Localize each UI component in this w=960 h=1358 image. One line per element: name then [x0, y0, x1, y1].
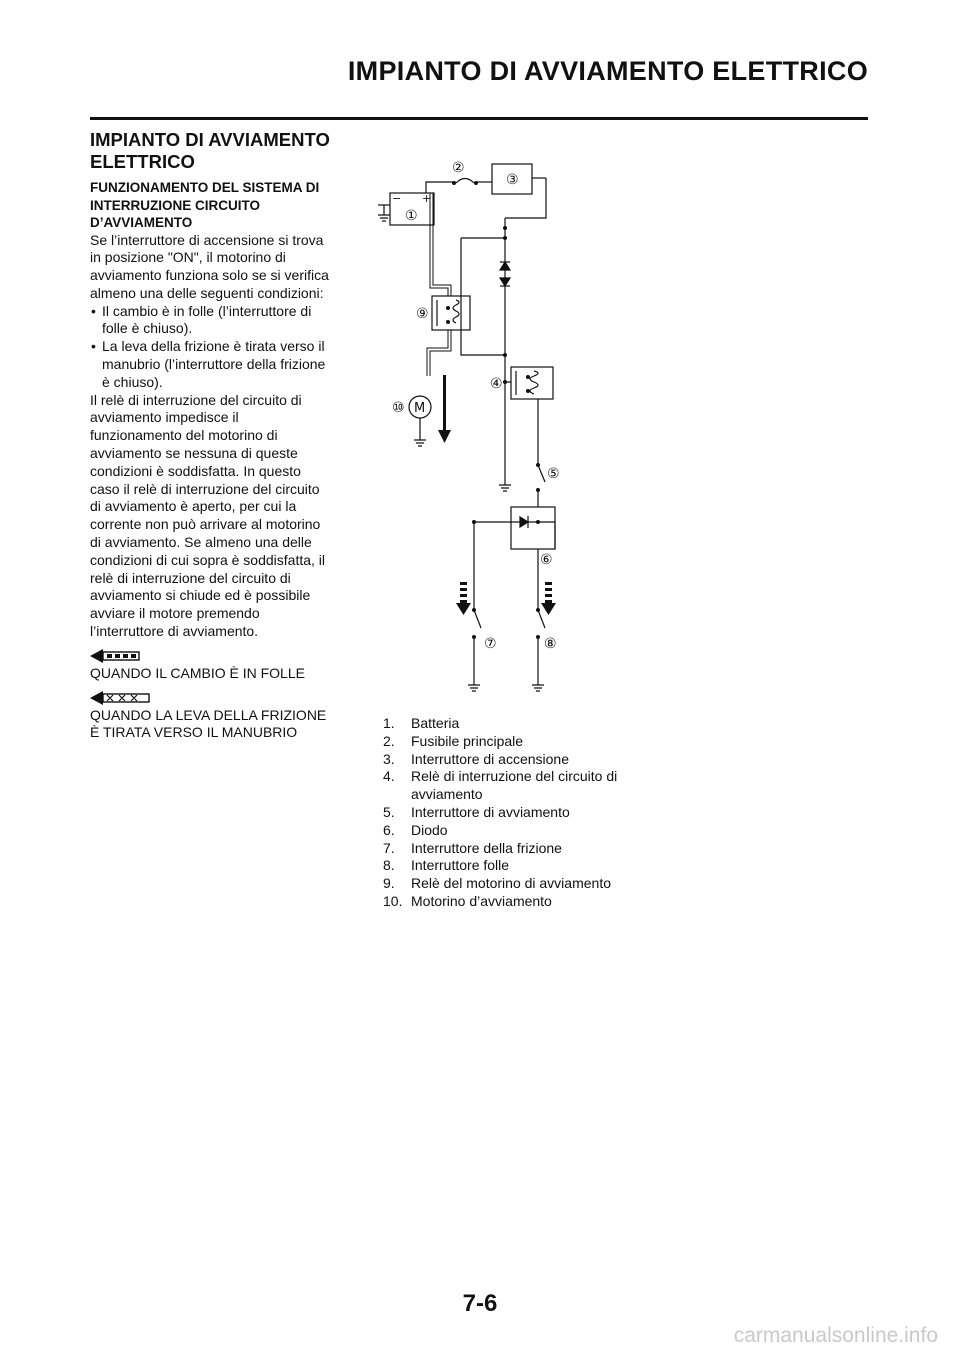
- callout-7: ⑦: [484, 636, 497, 652]
- wiring-diagram: [370, 150, 590, 700]
- callout-6: ⑥: [540, 552, 553, 568]
- legend-item: 4. Relè di interruzione del circuito di avviamento: [383, 768, 618, 803]
- battery-minus-label: −: [392, 192, 402, 205]
- legend-item: 1. Batteria: [383, 715, 460, 731]
- diode-box-symbol: [511, 507, 555, 549]
- neutral-mode-label: QUANDO IL CAMBIO È IN FOLLE: [90, 664, 305, 681]
- section-title: IMPIANTO DI AVVIAMENTO ELETTRICO: [90, 129, 330, 172]
- neutral-flow-arrow-icon: [90, 649, 140, 663]
- motor-symbol-label: M: [414, 401, 426, 416]
- header-divider: [90, 117, 868, 120]
- condition-bullet-neutral: • Il cambio è in folle (l’interruttore di folle è chiuso).: [90, 303, 330, 339]
- callout-3: ③: [506, 172, 519, 188]
- callout-5: ⑤: [547, 466, 560, 482]
- callout-8: ⑧: [544, 636, 557, 652]
- callout-10: ⑩: [392, 400, 405, 416]
- page-number: 7-6: [462, 1290, 498, 1317]
- cutoff-relay-symbol: [511, 367, 553, 399]
- callout-1: ①: [405, 208, 418, 224]
- legend-item: 5. Interruttore di avviamento: [383, 803, 570, 820]
- legend-item: 7. Interruttore della frizione: [383, 839, 562, 856]
- battery-plus-label: +: [422, 192, 432, 205]
- watermark: carmanualsonline.info: [733, 1324, 938, 1347]
- callout-4: ④: [490, 376, 503, 392]
- legend-item: 3. Interruttore di accensione: [383, 750, 569, 767]
- legend-item: 10. Motorino d’avviamento: [383, 892, 552, 909]
- legend-item: 6. Diodo: [383, 821, 448, 838]
- page-header-title: IMPIANTO DI AVVIAMENTO ELETTRICO: [347, 56, 868, 86]
- legend-item: 8. Interruttore folle: [383, 857, 510, 874]
- text-column: [90, 129, 330, 742]
- starter-relay-symbol: [432, 296, 470, 330]
- legend-item: 2. Fusibile principale: [383, 732, 524, 749]
- callout-9: ⑨: [416, 306, 429, 322]
- intro-paragraph: Se l’interruttore di accensione si trova in posizione "ON", il motorino di avviamento funziona solo se si verifica almeno una delle seguenti condizioni:: [90, 231, 329, 301]
- condition-bullet-clutch: • La leva della frizione è tirata verso il manubrio (l’interruttore della frizione è chiuso).: [90, 338, 330, 391]
- clutch-mode-label: QUANDO LA LEVA DELLA FRIZIONE È TIRATA VERSO IL MANUBRIO: [90, 706, 327, 741]
- subsection-title: FUNZIONAMENTO DEL SISTEMA DI INTERRUZIONE CIRCUITO D’AVVIAMENTO: [90, 180, 320, 230]
- component-legend: [383, 715, 623, 911]
- body-paragraph: Il relè di interruzione del circuito di avviamento impedisce il funzionamento del motorino di avviamento se nessuna di queste condizioni è soddisfatta. In questo caso il relè di interruzione del circuito di avviamento è aperto, per cui la corrente non può arrivare al motorino di avviamento. Se almeno una delle condizioni di cui sopra è soddisfatta, il relè di interruzione del circuito di avviamento si chiude ed è possibile avviare il motore premendo l’interruttore di avviamento.: [90, 391, 326, 640]
- legend-item: 9. Relè del motorino di avviamento: [383, 875, 611, 892]
- clutch-flow-arrow-icon: [90, 691, 150, 705]
- callout-2: ②: [452, 160, 465, 176]
